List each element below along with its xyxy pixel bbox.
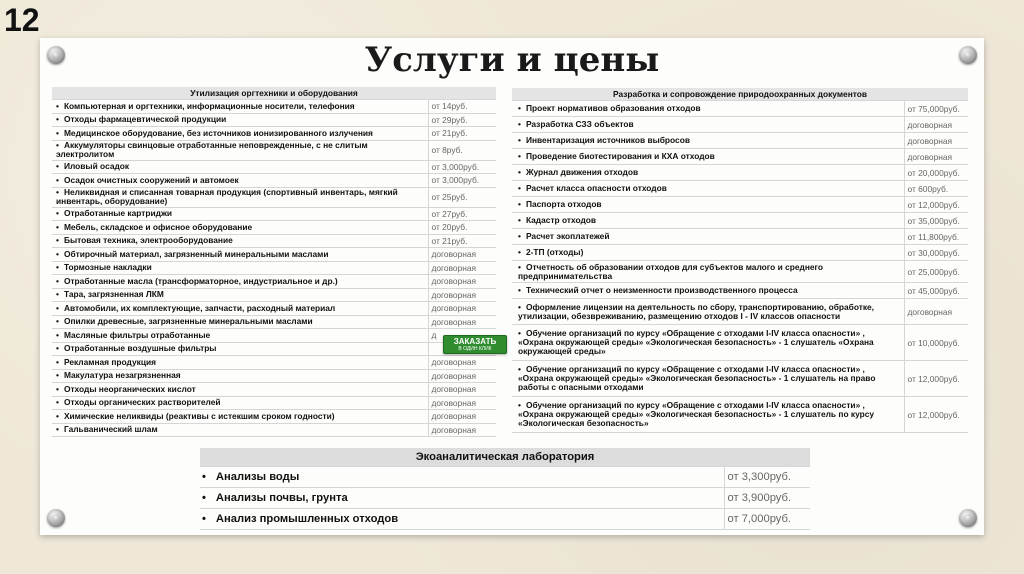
table-row bbox=[512, 229, 968, 245]
service-price: договорная bbox=[904, 117, 968, 133]
table-row bbox=[512, 197, 968, 213]
service-price: договорная bbox=[428, 410, 496, 424]
table-row bbox=[52, 248, 496, 262]
table-row bbox=[52, 356, 496, 370]
table-row bbox=[52, 127, 496, 141]
table-row bbox=[512, 397, 968, 433]
table-header: Экоаналитическая лаборатория bbox=[200, 448, 810, 467]
table-row bbox=[512, 361, 968, 397]
service-name: • Анализы почвы, грунта bbox=[200, 488, 724, 509]
service-price: от 20,000руб. bbox=[904, 165, 968, 181]
service-name: • Неликвидная и списанная товарная продукция (спортивный инвентарь, мягкий инвентарь, оборудование) bbox=[52, 187, 428, 207]
service-price: договорная bbox=[904, 133, 968, 149]
service-price: договорная bbox=[428, 396, 496, 410]
slide-number: 12 bbox=[4, 2, 40, 38]
service-price: от 25,000руб. bbox=[904, 261, 968, 283]
service-name: • Гальванический шлам bbox=[52, 423, 428, 437]
service-name: • Кадастр отходов bbox=[512, 213, 904, 229]
table-row bbox=[52, 423, 496, 437]
table-row bbox=[52, 234, 496, 248]
service-price: договорная bbox=[904, 149, 968, 165]
table-row bbox=[52, 221, 496, 235]
documents-price-table bbox=[512, 88, 968, 433]
table-header: Утилизация оргтехники и оборудования bbox=[52, 87, 496, 100]
table-row bbox=[512, 133, 968, 149]
table-row bbox=[200, 467, 810, 488]
table-row bbox=[52, 160, 496, 174]
service-name: • Опилки древесные, загрязненные минеральными маслами bbox=[52, 315, 428, 329]
service-name: • Проект нормативов образования отходов bbox=[512, 101, 904, 117]
table-row bbox=[52, 329, 496, 343]
service-name: • Бытовая техника, электрооборудование bbox=[52, 234, 428, 248]
table-row bbox=[52, 383, 496, 397]
table-row bbox=[52, 302, 496, 316]
table-row bbox=[52, 342, 496, 356]
order-button-label: ЗАКАЗАТЬ bbox=[453, 337, 497, 346]
service-price: от 75,000руб. bbox=[904, 101, 968, 117]
table-row bbox=[512, 299, 968, 325]
service-price: договорная bbox=[428, 275, 496, 289]
table-row bbox=[52, 207, 496, 221]
table-row bbox=[512, 149, 968, 165]
service-name: • Отходы органических растворителей bbox=[52, 396, 428, 410]
table-row bbox=[512, 245, 968, 261]
service-name: • Рекламная продукция bbox=[52, 356, 428, 370]
table-row bbox=[52, 410, 496, 424]
service-name: • Масляные фильтры отработанные bbox=[52, 329, 428, 343]
service-price: договорная bbox=[428, 288, 496, 302]
service-name: • Проведение биотестирования и КХА отходов bbox=[512, 149, 904, 165]
table-row bbox=[52, 275, 496, 289]
service-price: от 30,000руб. bbox=[904, 245, 968, 261]
table-row bbox=[512, 165, 968, 181]
service-price: договорная bbox=[428, 302, 496, 316]
service-name: • Мебель, складское и офисное оборудование bbox=[52, 221, 428, 235]
service-name: • Отработанные картриджи bbox=[52, 207, 428, 221]
service-price: от 21руб. bbox=[428, 234, 496, 248]
service-price: от 10,000руб. bbox=[904, 325, 968, 361]
service-price: договорная bbox=[428, 383, 496, 397]
service-name: • Иловый осадок bbox=[52, 160, 428, 174]
pin-icon bbox=[47, 509, 65, 527]
service-price: от 8руб. bbox=[428, 140, 496, 160]
recycling-price-table bbox=[52, 87, 496, 437]
service-name: • Автомобили, их комплектующие, запчасти, расходный материал bbox=[52, 302, 428, 316]
service-name: • Отходы фармацевтической продукции bbox=[52, 113, 428, 127]
service-price: от 12,000руб. bbox=[904, 397, 968, 433]
service-price: от 3,000руб. bbox=[428, 160, 496, 174]
table-row bbox=[52, 315, 496, 329]
service-price: от 12,000руб. bbox=[904, 361, 968, 397]
table-row bbox=[52, 369, 496, 383]
service-name: • Паспорта отходов bbox=[512, 197, 904, 213]
service-name: • Осадок очистных сооружений и автомоек bbox=[52, 174, 428, 188]
service-name: • Отработанные масла (трансформаторное, индустриальное и др.) bbox=[52, 275, 428, 289]
price-sheet bbox=[40, 38, 984, 535]
service-name: • 2-ТП (отходы) bbox=[512, 245, 904, 261]
table-row bbox=[52, 174, 496, 188]
table-row bbox=[52, 187, 496, 207]
service-price: д bbox=[428, 329, 496, 343]
service-price: договорная bbox=[428, 356, 496, 370]
order-button-sublabel: В ОДИН КЛИК bbox=[458, 346, 492, 352]
service-name: • Анализы воды bbox=[200, 467, 724, 488]
order-one-click-button[interactable] bbox=[443, 335, 507, 354]
service-name: • Расчет экоплатежей bbox=[512, 229, 904, 245]
table-header: Разработка и сопровождение природоохранных документов bbox=[512, 88, 968, 101]
table-row bbox=[512, 213, 968, 229]
service-price: от 14руб. bbox=[428, 100, 496, 114]
service-name: • Инвентаризация источников выбросов bbox=[512, 133, 904, 149]
service-price: от 35,000руб. bbox=[904, 213, 968, 229]
service-price: договорная bbox=[428, 248, 496, 262]
table-row bbox=[52, 288, 496, 302]
service-name: • Обучение организаций по курсу «Обращение с отходами I-IV класса опасности» , «Охрана окружающей среды» «Экологическая безопасность» - 1 слушатель по курсу «Экологическая безопасность» bbox=[512, 397, 904, 433]
service-name: • Анализ промышленных отходов bbox=[200, 509, 724, 530]
service-price: от 3,900руб. bbox=[724, 488, 810, 509]
service-price: от 21руб. bbox=[428, 127, 496, 141]
service-price: от 25руб. bbox=[428, 187, 496, 207]
service-name: • Тормозные накладки bbox=[52, 261, 428, 275]
service-price: от 45,000руб. bbox=[904, 283, 968, 299]
service-price: договорная bbox=[428, 261, 496, 275]
service-name: • Оформление лицензии на деятельность по сбору, транспортированию, обработке, утилизации, обезвреживанию, размещению отходов I - IV классов опасности bbox=[512, 299, 904, 325]
service-price: от 600руб. bbox=[904, 181, 968, 197]
service-price: от 29руб. bbox=[428, 113, 496, 127]
service-price: от 3,300руб. bbox=[724, 467, 810, 488]
table-row bbox=[512, 101, 968, 117]
service-name: • Отработанные воздушные фильтры bbox=[52, 342, 428, 356]
service-name: • Отходы неорганических кислот bbox=[52, 383, 428, 397]
service-name: • Технический отчет о неизменности производственного процесса bbox=[512, 283, 904, 299]
page-title: Услуги и цены bbox=[364, 40, 660, 80]
table-row bbox=[512, 261, 968, 283]
service-name: • Расчет класса опасности отходов bbox=[512, 181, 904, 197]
table-row bbox=[52, 140, 496, 160]
service-name: • Обтирочный материал, загрязненный минеральными маслами bbox=[52, 248, 428, 262]
table-row bbox=[512, 117, 968, 133]
service-name: • Медицинское оборудование, без источников ионизированного излучения bbox=[52, 127, 428, 141]
service-price: от 11,800руб. bbox=[904, 229, 968, 245]
service-price: от 27руб. bbox=[428, 207, 496, 221]
table-row bbox=[52, 113, 496, 127]
table-row bbox=[512, 283, 968, 299]
service-name: • Отчетность об образовании отходов для субъектов малого и среднего предпринимательства bbox=[512, 261, 904, 283]
service-name: • Обучение организаций по курсу «Обращение с отходами I-IV класса опасности» , «Охрана окружающей среды» «Экологическая безопасность» - 1 слушатель на право работы с опасными отходами bbox=[512, 361, 904, 397]
service-price: от 12,000руб. bbox=[904, 197, 968, 213]
service-price: договорная bbox=[428, 369, 496, 383]
pin-icon bbox=[959, 509, 977, 527]
service-name: • Обучение организаций по курсу «Обращение с отходами I-IV класса опасности» , «Охрана окружающей среды» «Экологическая безопасность» - 1 слушатель «Охрана окружающей среды» bbox=[512, 325, 904, 361]
service-name: • Химические неликвиды (реактивы с истекшим сроком годности) bbox=[52, 410, 428, 424]
service-price: от 3,000руб. bbox=[428, 174, 496, 188]
service-name: • Макулатура незагрязненная bbox=[52, 369, 428, 383]
table-row bbox=[52, 100, 496, 114]
service-price: договорная bbox=[428, 423, 496, 437]
service-name: • Журнал движения отходов bbox=[512, 165, 904, 181]
service-price: договорная bbox=[428, 315, 496, 329]
table-row bbox=[200, 509, 810, 530]
table-row bbox=[52, 396, 496, 410]
service-name: • Аккумуляторы свинцовые отработанные неповрежденные, с не слитым электролитом bbox=[52, 140, 428, 160]
table-row bbox=[52, 261, 496, 275]
service-name: • Тара, загрязненная ЛКМ bbox=[52, 288, 428, 302]
service-name: • Разработка СЗЗ объектов bbox=[512, 117, 904, 133]
table-row bbox=[512, 325, 968, 361]
table-row bbox=[512, 181, 968, 197]
table-row bbox=[200, 488, 810, 509]
service-price: от 7,000руб. bbox=[724, 509, 810, 530]
service-price: от 20руб. bbox=[428, 221, 496, 235]
service-name: • Компьютерная и оргтехники, информационные носители, телефония bbox=[52, 100, 428, 114]
lab-price-table bbox=[200, 448, 810, 530]
service-price: договорная bbox=[904, 299, 968, 325]
